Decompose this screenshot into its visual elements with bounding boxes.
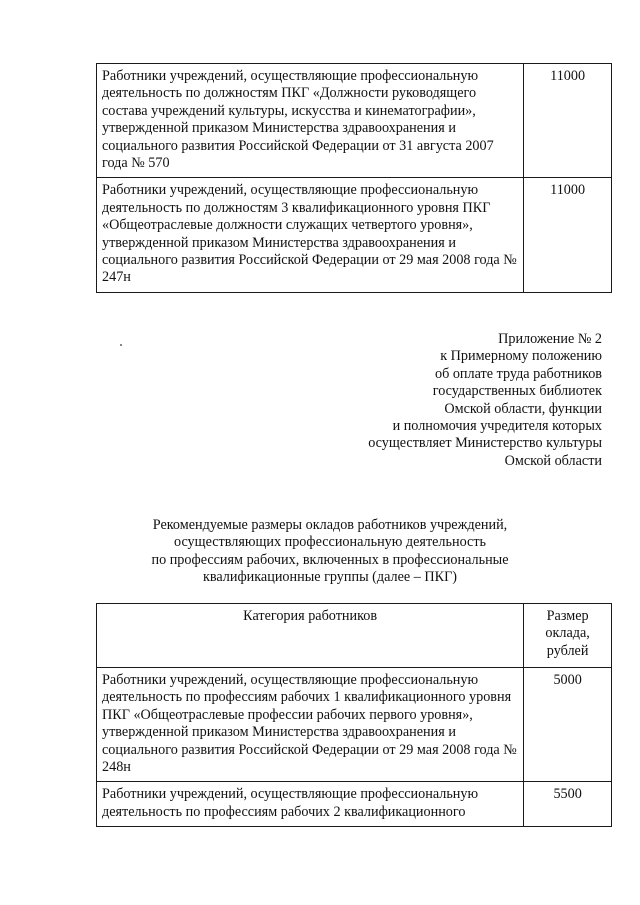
salary-value-cell xyxy=(524,668,612,782)
salary-value: 5500 xyxy=(553,786,582,803)
salary-value-cell xyxy=(524,178,612,292)
appendix-line: Омской области xyxy=(504,452,602,469)
table-row xyxy=(97,178,612,292)
salary-value-cell xyxy=(524,64,612,178)
section-title xyxy=(100,517,560,587)
category-description-cell xyxy=(97,782,524,827)
category-description-cell xyxy=(97,178,524,292)
appendix-line: государственных библиотек xyxy=(432,383,602,400)
appendix-line: к Примерному положению xyxy=(440,348,602,365)
appendix-line: Омской области, функции xyxy=(444,400,602,417)
column-header-category-label: Категория работников xyxy=(243,608,378,624)
salary-value: 11000 xyxy=(550,182,586,199)
category-description: Работники учреждений, осуществляющие профессиональную деятельность по профессиям рабочих 1 квалификационного уровня ПКГ «Общеотраслевые профессии рабочих первого уровня», утвержденной приказом Министерства здравоохранения и социального развития Российской Федерации от 29 мая 2008 года № 248н xyxy=(102,672,517,776)
category-description-cell xyxy=(97,668,524,782)
column-header-salary-line: рублей xyxy=(546,642,589,659)
column-header-salary xyxy=(524,604,612,668)
worker-salary-table xyxy=(96,603,612,827)
appendix-line: Приложение № 2 xyxy=(498,331,602,347)
section-title-line: Рекомендуемые размеры окладов работников учреждений, xyxy=(152,517,508,533)
table-row xyxy=(97,668,612,782)
category-description: Работники учреждений, осуществляющие профессиональную деятельность по должностям ПКГ «Должности руководящего состава учреждений культуры, искусства и кинематографии», утвержденной приказом Министерства здравоохранения и социального развития Российской Федерации от 31 августа 2007 года № 570 xyxy=(102,68,494,172)
category-description: Работники учреждений, осуществляющие профессиональную деятельность по профессиям рабочих 2 квалификационного xyxy=(102,786,479,820)
column-header-category xyxy=(97,604,524,668)
top-salary-table xyxy=(96,63,612,293)
scan-speck xyxy=(120,344,122,346)
appendix-line: и полномочия учредителя которых xyxy=(392,418,602,435)
appendix-line: осуществляет Министерство культуры xyxy=(368,435,602,452)
salary-value-cell xyxy=(524,782,612,827)
section-title-line: квалификационные группы (далее – ПКГ) xyxy=(202,569,458,586)
table-row xyxy=(97,64,612,178)
column-header-salary-line: Размер xyxy=(546,608,589,624)
category-description: Работники учреждений, осуществляющие профессиональную деятельность по должностям 3 квалификационного уровня ПКГ «Общеотраслевые должности служащих четвертого уровня», утвержденной приказом Министерства здравоохранения и социального развития Российской Федерации от 29 мая 2008 года № 247н xyxy=(102,182,517,286)
salary-value: 11000 xyxy=(550,68,586,84)
appendix-line: об оплате труда работников xyxy=(434,365,602,382)
category-description-cell xyxy=(97,64,524,178)
appendix-header xyxy=(368,331,602,470)
table-header-row xyxy=(97,604,612,668)
section-title-line: по профессиям рабочих, включенных в профессиональные xyxy=(151,551,509,568)
column-header-salary-line: оклада, xyxy=(545,625,590,642)
table-row xyxy=(97,782,612,827)
section-title-line: осуществляющих профессиональную деятельность xyxy=(174,534,486,551)
salary-value: 5000 xyxy=(553,672,582,688)
